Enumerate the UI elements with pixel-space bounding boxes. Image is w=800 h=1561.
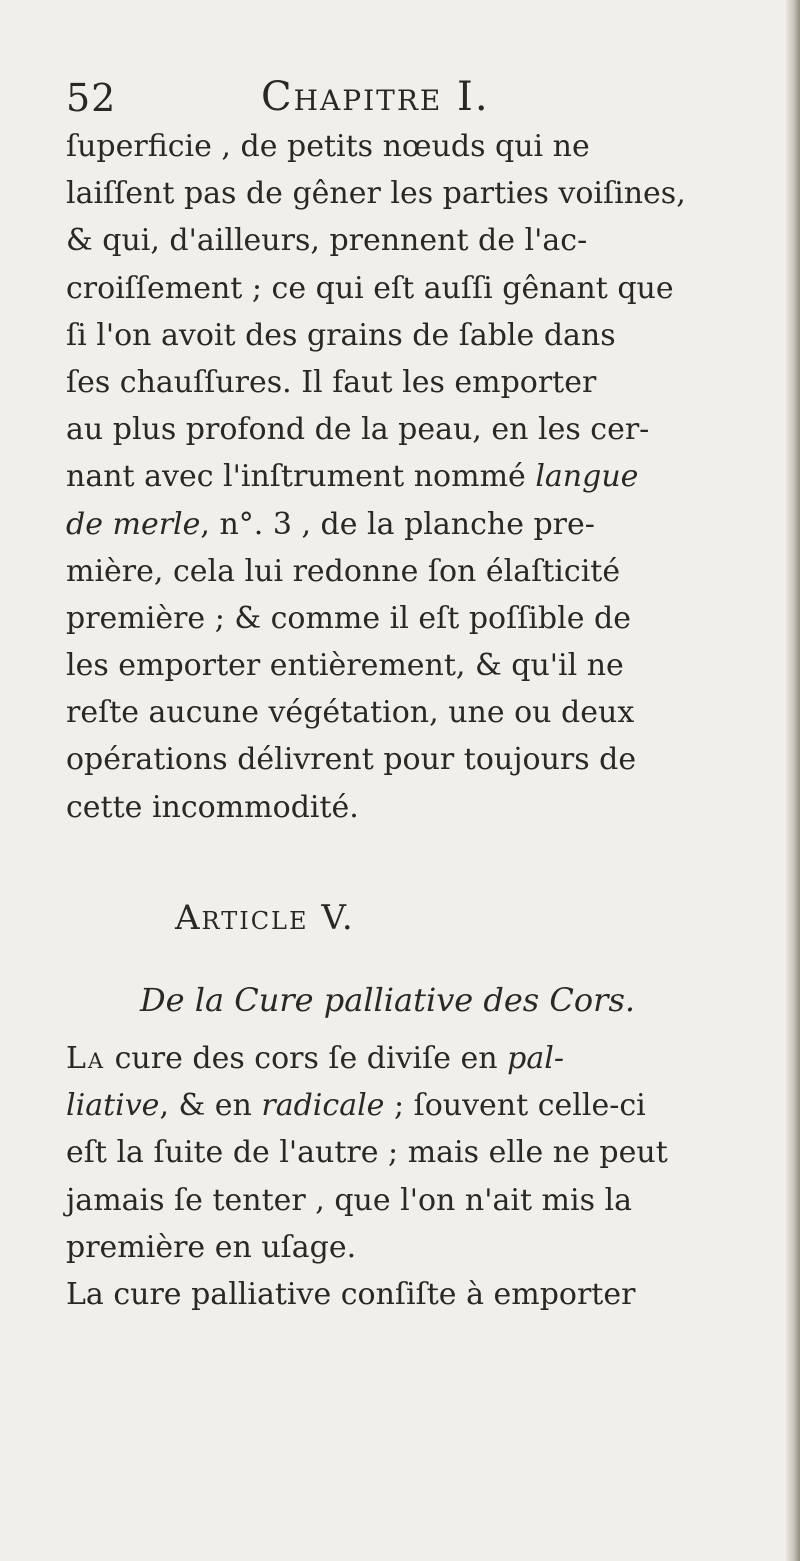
text-line [66,453,766,500]
text-segment: nant avec l'inſtrument nommé [66,459,526,495]
running-header [66,70,756,126]
text-line: première ; & comme il eſt poſſible de [66,600,631,636]
text-line: La cure palliative conſiſte à emporter [66,1276,636,1312]
text-line: & qui, d'ailleurs, prennent de l'ac- [66,223,588,259]
text-segment: ; ſouvent celle-ci [384,1088,646,1124]
text-line: reſte aucune végétation, une ou deux [66,695,635,731]
text-segment: cure des cors ſe diviſe en [105,1041,498,1076]
section-title: De la Cure palliative des Cors. [140,981,636,1019]
text-line [66,1082,740,1129]
text-line [66,1035,740,1082]
italic-term: pal- [507,1041,564,1076]
text-line: eſt la ſuite de l'autre ; mais elle ne peut [66,1135,668,1171]
article-body [66,1035,740,1318]
page-number: 52 [66,76,117,120]
italic-term: langue [535,459,639,495]
text-line: opérations délivrent pour toujours de [66,742,637,778]
italic-term: liative [66,1088,160,1124]
article-heading: Article V. [175,898,355,938]
text-line: croiſſement ; ce qui eſt auſſi gênant que [66,270,674,306]
text-line: ſuperficie , de petits nœuds qui ne [66,129,590,164]
text-line [66,501,766,548]
body-text [66,123,766,831]
text-line: laiſſent pas de gêner les parties voiſines, [66,176,686,212]
text-line: ſes chauſſures. Il faut les emporter [66,364,597,400]
text-line: les emporter entièrement, & qu'il ne [66,648,624,684]
text-segment: , n°. 3 , de la planche pre- [200,506,595,542]
text-line: ſi l'on avoit des grains de ſable dans [66,317,616,353]
text-line: au plus profond de la peau, en les cer- [66,412,650,448]
text-line: jamais ſe tenter , que l'on n'ait mis la [66,1182,633,1218]
italic-term: de merle [66,506,201,542]
page-edge [786,0,800,1561]
text-line: première en uſage. [66,1229,357,1265]
italic-term: radicale [261,1088,385,1124]
drop-cap-word: La [66,1041,106,1076]
text-line: cette incommodité. [66,789,359,825]
text-line: mière, cela lui redonne ſon élaſticité [66,553,621,589]
chapter-heading: Chapitre I. [261,74,490,120]
text-segment: , & en [159,1088,252,1124]
